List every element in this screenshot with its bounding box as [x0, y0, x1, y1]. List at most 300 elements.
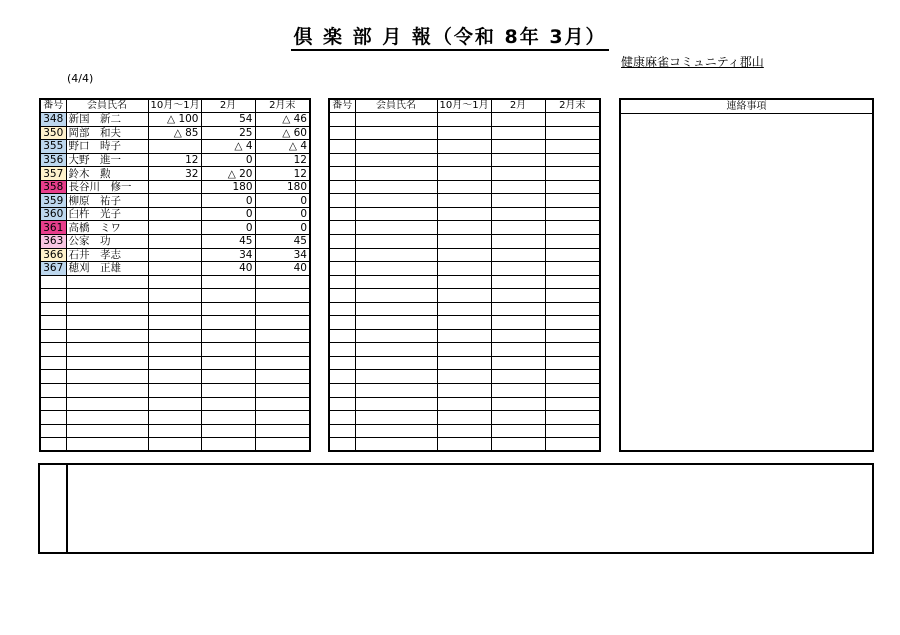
empty-row [329, 343, 600, 357]
empty-cell [491, 397, 545, 411]
empty-cell [355, 289, 437, 303]
empty-row [40, 329, 310, 343]
empty-cell [437, 126, 491, 140]
empty-row [329, 302, 600, 316]
empty-row [40, 411, 310, 425]
empty-cell [40, 289, 66, 303]
empty-cell [148, 356, 201, 370]
empty-cell [201, 329, 255, 343]
empty-cell [545, 438, 600, 452]
empty-cell [437, 356, 491, 370]
empty-cell [255, 383, 310, 397]
empty-cell [491, 411, 545, 425]
member-name: 高橋 ミワ [66, 221, 148, 235]
member-row [40, 113, 310, 127]
empty-cell [66, 289, 148, 303]
member-row [40, 194, 310, 208]
empty-cell [201, 302, 255, 316]
month-value: 180 [201, 180, 255, 194]
prev-period-value [148, 180, 201, 194]
empty-cell [329, 248, 355, 262]
empty-row [40, 356, 310, 370]
empty-cell [329, 262, 355, 276]
prev-period-value [148, 207, 201, 221]
member-name: 長谷川 修一 [66, 180, 148, 194]
member-row [40, 207, 310, 221]
empty-cell [437, 153, 491, 167]
empty-cell [437, 262, 491, 276]
member-name: 柳原 祐子 [66, 194, 148, 208]
month-value: 0 [201, 153, 255, 167]
member-row [40, 167, 310, 181]
empty-cell [355, 383, 437, 397]
empty-cell [545, 370, 600, 384]
empty-cell [545, 343, 600, 357]
empty-cell [201, 343, 255, 357]
empty-cell [491, 275, 545, 289]
member-number: 361 [40, 221, 66, 235]
empty-cell [148, 275, 201, 289]
empty-cell [148, 329, 201, 343]
member-number: 355 [40, 140, 66, 154]
empty-cell [545, 397, 600, 411]
member-name: 大野 進一 [66, 153, 148, 167]
empty-row [329, 140, 600, 154]
member-name: 公家 功 [66, 234, 148, 248]
remarks-box [38, 463, 874, 554]
empty-cell [40, 370, 66, 384]
prev-period-value [148, 234, 201, 248]
empty-row [329, 262, 600, 276]
empty-cell [355, 329, 437, 343]
empty-cell [437, 329, 491, 343]
empty-row [329, 370, 600, 384]
empty-cell [329, 316, 355, 330]
empty-cell [255, 329, 310, 343]
month-end-value: 34 [255, 248, 310, 262]
empty-cell [437, 289, 491, 303]
empty-cell [255, 397, 310, 411]
empty-row [329, 397, 600, 411]
empty-cell [491, 248, 545, 262]
empty-cell [201, 316, 255, 330]
empty-cell [355, 411, 437, 425]
empty-cell [329, 113, 355, 127]
empty-row [40, 316, 310, 330]
empty-row [40, 383, 310, 397]
empty-row [329, 194, 600, 208]
empty-cell [437, 302, 491, 316]
empty-row [329, 234, 600, 248]
empty-cell [40, 356, 66, 370]
empty-cell [491, 370, 545, 384]
empty-cell [329, 140, 355, 154]
empty-cell [255, 438, 310, 452]
empty-cell [255, 370, 310, 384]
empty-cell [437, 275, 491, 289]
month-value: 54 [201, 113, 255, 127]
empty-row [329, 383, 600, 397]
empty-cell [491, 438, 545, 452]
month-end-value: △ 60 [255, 126, 310, 140]
empty-cell [40, 316, 66, 330]
empty-cell [437, 194, 491, 208]
empty-cell [491, 113, 545, 127]
empty-cell [545, 126, 600, 140]
empty-cell [329, 411, 355, 425]
header-member-name: 会員氏名 [66, 99, 148, 113]
empty-cell [148, 343, 201, 357]
empty-cell [545, 113, 600, 127]
empty-cell [437, 370, 491, 384]
prev-period-value [148, 248, 201, 262]
member-number: 357 [40, 167, 66, 181]
empty-cell [329, 275, 355, 289]
empty-cell [40, 275, 66, 289]
empty-cell [437, 221, 491, 235]
empty-cell [355, 397, 437, 411]
empty-cell [491, 356, 545, 370]
empty-cell [66, 438, 148, 452]
empty-cell [329, 194, 355, 208]
header-month-end: 2月末 [255, 99, 310, 113]
member-row [40, 180, 310, 194]
empty-row [329, 113, 600, 127]
organization-name: 健康麻雀コミュニティ郡山 [621, 55, 764, 69]
empty-row [329, 411, 600, 425]
empty-cell [329, 289, 355, 303]
empty-cell [255, 343, 310, 357]
empty-cell [437, 424, 491, 438]
month-end-value: △ 4 [255, 140, 310, 154]
empty-cell [329, 424, 355, 438]
empty-cell [491, 153, 545, 167]
empty-cell [437, 411, 491, 425]
member-number: 359 [40, 194, 66, 208]
empty-cell [148, 370, 201, 384]
empty-cell [66, 343, 148, 357]
empty-cell [66, 275, 148, 289]
header-number: 番号 [329, 99, 355, 113]
empty-row [40, 302, 310, 316]
empty-cell [437, 316, 491, 330]
month-value: 25 [201, 126, 255, 140]
member-number: 363 [40, 234, 66, 248]
member-table-right [328, 98, 601, 452]
empty-row [329, 438, 600, 452]
empty-cell [40, 302, 66, 316]
empty-cell [545, 329, 600, 343]
empty-row [40, 370, 310, 384]
empty-cell [355, 167, 437, 181]
empty-cell [329, 343, 355, 357]
empty-cell [255, 302, 310, 316]
empty-cell [201, 275, 255, 289]
empty-cell [437, 397, 491, 411]
empty-cell [491, 194, 545, 208]
member-name: 岡部 和夫 [66, 126, 148, 140]
empty-cell [355, 302, 437, 316]
member-number: 360 [40, 207, 66, 221]
member-number: 366 [40, 248, 66, 262]
empty-cell [201, 438, 255, 452]
month-value: 34 [201, 248, 255, 262]
member-row [40, 153, 310, 167]
empty-cell [355, 438, 437, 452]
empty-cell [355, 126, 437, 140]
empty-cell [491, 289, 545, 303]
member-name: 新国 新二 [66, 113, 148, 127]
header-number: 番号 [40, 99, 66, 113]
empty-cell [545, 316, 600, 330]
member-row [40, 221, 310, 235]
empty-cell [329, 397, 355, 411]
empty-cell [201, 370, 255, 384]
header-member-name: 会員氏名 [355, 99, 437, 113]
member-row [40, 248, 310, 262]
empty-cell [201, 356, 255, 370]
empty-cell [545, 221, 600, 235]
empty-cell [148, 438, 201, 452]
empty-cell [545, 424, 600, 438]
member-row [40, 262, 310, 276]
member-number: 358 [40, 180, 66, 194]
empty-row [329, 153, 600, 167]
empty-cell [255, 411, 310, 425]
prev-period-value: △ 100 [148, 113, 201, 127]
empty-cell [201, 289, 255, 303]
empty-row [40, 343, 310, 357]
empty-cell [329, 234, 355, 248]
empty-cell [329, 207, 355, 221]
empty-cell [148, 411, 201, 425]
empty-cell [437, 383, 491, 397]
empty-cell [148, 316, 201, 330]
month-value: 0 [201, 194, 255, 208]
empty-cell [148, 302, 201, 316]
header-month: 2月 [491, 99, 545, 113]
empty-cell [491, 167, 545, 181]
empty-cell [491, 329, 545, 343]
empty-cell [66, 356, 148, 370]
member-number: 348 [40, 113, 66, 127]
empty-cell [329, 383, 355, 397]
page-number: (4/4) [67, 72, 94, 85]
empty-cell [355, 221, 437, 235]
empty-cell [355, 140, 437, 154]
prev-period-value [148, 221, 201, 235]
empty-cell [545, 234, 600, 248]
empty-cell [355, 262, 437, 276]
notes-box [619, 98, 874, 452]
month-value: △ 4 [201, 140, 255, 154]
empty-cell [437, 167, 491, 181]
empty-cell [66, 397, 148, 411]
empty-cell [148, 383, 201, 397]
empty-cell [545, 167, 600, 181]
empty-row [329, 167, 600, 181]
empty-cell [329, 438, 355, 452]
header-prev-period: 10月～1月 [148, 99, 201, 113]
month-end-value: 12 [255, 153, 310, 167]
empty-row [329, 329, 600, 343]
month-value: △ 20 [201, 167, 255, 181]
empty-row [329, 221, 600, 235]
empty-cell [437, 343, 491, 357]
empty-cell [148, 397, 201, 411]
empty-row [40, 397, 310, 411]
empty-cell [355, 194, 437, 208]
empty-cell [545, 383, 600, 397]
empty-cell [66, 383, 148, 397]
empty-cell [437, 207, 491, 221]
empty-cell [355, 356, 437, 370]
empty-cell [545, 302, 600, 316]
prev-period-value [148, 140, 201, 154]
empty-cell [355, 248, 437, 262]
empty-cell [545, 140, 600, 154]
empty-cell [148, 424, 201, 438]
empty-cell [491, 302, 545, 316]
empty-cell [329, 370, 355, 384]
empty-row [329, 126, 600, 140]
empty-row [329, 356, 600, 370]
empty-row [40, 289, 310, 303]
member-row [40, 126, 310, 140]
month-end-value: 45 [255, 234, 310, 248]
empty-cell [545, 194, 600, 208]
member-name: 穂刈 正雄 [66, 262, 148, 276]
header-row [329, 99, 600, 113]
month-value: 45 [201, 234, 255, 248]
report-title: 倶 楽 部 月 報（令和 8年 3月） [0, 22, 900, 49]
month-end-value: 180 [255, 180, 310, 194]
empty-cell [201, 411, 255, 425]
empty-row [329, 289, 600, 303]
empty-cell [491, 343, 545, 357]
empty-cell [66, 424, 148, 438]
empty-cell [437, 248, 491, 262]
month-end-value: 0 [255, 207, 310, 221]
empty-cell [437, 438, 491, 452]
empty-cell [355, 113, 437, 127]
empty-cell [148, 289, 201, 303]
month-value: 40 [201, 262, 255, 276]
empty-cell [66, 316, 148, 330]
empty-cell [329, 126, 355, 140]
month-end-value: 40 [255, 262, 310, 276]
prev-period-value [148, 262, 201, 276]
empty-cell [355, 275, 437, 289]
member-name: 鈴木 勲 [66, 167, 148, 181]
empty-row [40, 424, 310, 438]
empty-row [329, 180, 600, 194]
empty-cell [329, 153, 355, 167]
member-number: 356 [40, 153, 66, 167]
member-number: 367 [40, 262, 66, 276]
empty-cell [255, 289, 310, 303]
empty-cell [437, 113, 491, 127]
empty-cell [255, 316, 310, 330]
empty-cell [66, 302, 148, 316]
empty-cell [329, 221, 355, 235]
prev-period-value: 12 [148, 153, 201, 167]
empty-row [329, 248, 600, 262]
empty-cell [545, 275, 600, 289]
empty-cell [40, 438, 66, 452]
member-name: 石井 孝志 [66, 248, 148, 262]
empty-cell [355, 343, 437, 357]
empty-cell [355, 153, 437, 167]
empty-cell [545, 153, 600, 167]
empty-cell [355, 424, 437, 438]
remarks-divider [66, 465, 68, 552]
empty-cell [437, 180, 491, 194]
empty-cell [201, 383, 255, 397]
empty-cell [491, 424, 545, 438]
empty-cell [491, 126, 545, 140]
prev-period-value: △ 85 [148, 126, 201, 140]
empty-cell [545, 248, 600, 262]
empty-cell [545, 411, 600, 425]
empty-cell [40, 424, 66, 438]
empty-cell [201, 424, 255, 438]
empty-cell [329, 180, 355, 194]
empty-cell [40, 329, 66, 343]
empty-cell [40, 397, 66, 411]
month-end-value: △ 46 [255, 113, 310, 127]
header-month-end: 2月末 [545, 99, 600, 113]
empty-cell [545, 180, 600, 194]
empty-row [40, 275, 310, 289]
empty-cell [40, 411, 66, 425]
empty-cell [255, 275, 310, 289]
empty-cell [355, 180, 437, 194]
header-prev-period: 10月～1月 [437, 99, 491, 113]
empty-cell [545, 207, 600, 221]
empty-cell [437, 234, 491, 248]
member-name: 野口 時子 [66, 140, 148, 154]
empty-cell [329, 356, 355, 370]
empty-cell [491, 221, 545, 235]
empty-cell [329, 329, 355, 343]
empty-cell [545, 289, 600, 303]
notes-header: 連絡事項 [621, 100, 872, 114]
member-number: 350 [40, 126, 66, 140]
empty-cell [329, 167, 355, 181]
empty-row [329, 316, 600, 330]
empty-row [329, 424, 600, 438]
empty-cell [355, 370, 437, 384]
empty-cell [491, 234, 545, 248]
empty-cell [66, 411, 148, 425]
month-value: 0 [201, 221, 255, 235]
empty-cell [355, 316, 437, 330]
month-end-value: 12 [255, 167, 310, 181]
empty-cell [491, 140, 545, 154]
header-month: 2月 [201, 99, 255, 113]
empty-cell [40, 383, 66, 397]
empty-cell [255, 356, 310, 370]
empty-cell [255, 424, 310, 438]
empty-cell [355, 207, 437, 221]
member-table-left [39, 98, 311, 452]
empty-cell [545, 356, 600, 370]
prev-period-value: 32 [148, 167, 201, 181]
empty-row [329, 207, 600, 221]
empty-cell [201, 397, 255, 411]
member-row [40, 140, 310, 154]
